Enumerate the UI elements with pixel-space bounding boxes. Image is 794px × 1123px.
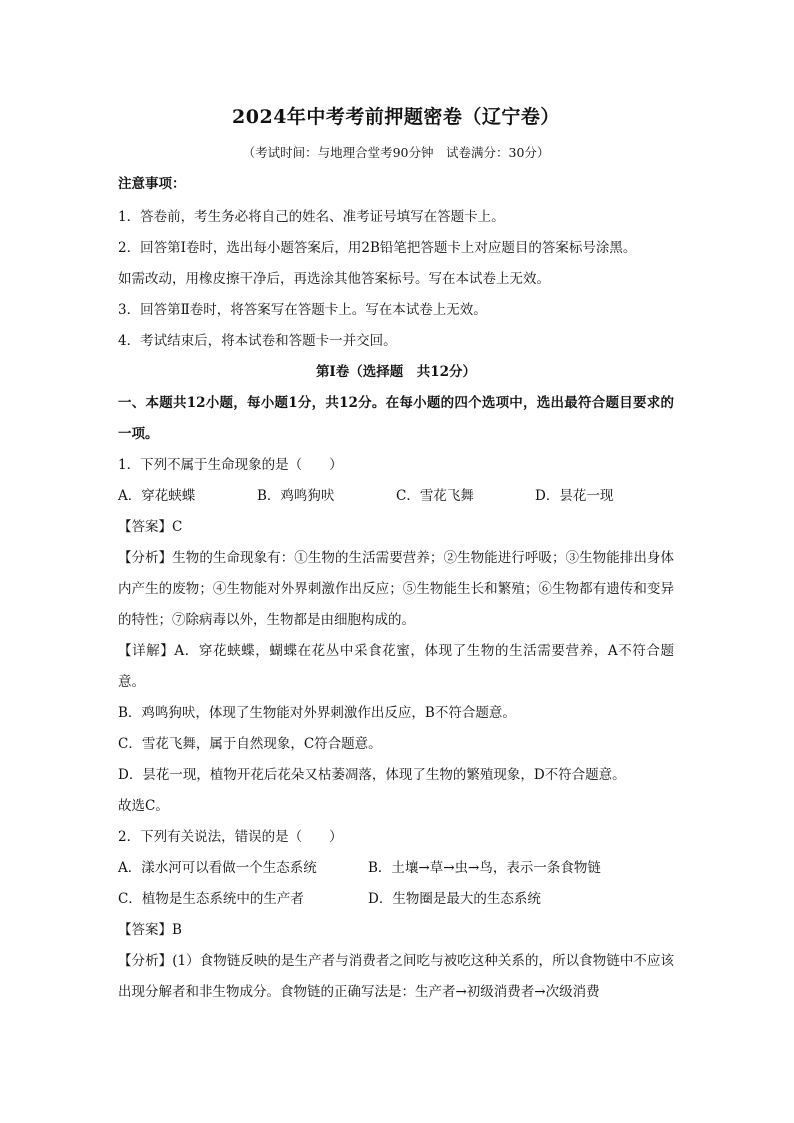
question-2-stem: 2．下列有关说法，错误的是（ ） (118, 829, 343, 845)
option-d: D．生物圈是最大的生态系统 (368, 891, 541, 907)
section-heading: 第Ⅰ卷（选择题 共12分） (315, 364, 477, 380)
question-1-detail-line: B．鸡鸣狗吠，体现了生物能对外界刺激作出反应，B不符合题意。 (118, 705, 516, 721)
option-b: B．鸡鸣狗吠 (257, 488, 335, 504)
note-item: 2．回答第Ⅰ卷时，选出每小题答案后，用2B铅笔把答题卡上对应题目的答案标号涂黑。 (118, 240, 637, 256)
question-1-conclusion: 故选C。 (118, 798, 169, 814)
option-a: A．漾水河可以看做一个生态系统 (118, 860, 317, 876)
question-1-answer: 【答案】C (118, 519, 183, 535)
question-1-detail: 【详解】A．穿花蛱蝶，蝴蝶在花丛中采食花蜜，体现了生物的生活需要营养，A不符合题意。 (118, 643, 674, 690)
question-2-options-row-1 (118, 853, 674, 884)
question-1-analysis: 【分析】生物的生命现象有：①生物的生活需要营养；②生物能进行呼吸；③生物能排出身体内产生的废物；④生物能对外界刺激作出反应；⑤生物能生长和繁殖；⑥生物都有遗传和变异的特性；⑦除病毒以外，生物都是由细胞构成的。 (118, 550, 674, 628)
notes-heading: 注意事项： (118, 176, 186, 192)
note-item: 如需改动，用橡皮擦干净后，再选涂其他答案标号。写在本试卷上无效。 (118, 271, 550, 287)
option-c: C．植物是生态系统中的生产者 (118, 891, 304, 907)
question-2-answer: 【答案】B (118, 922, 182, 938)
question-2-options-row-2 (118, 884, 674, 915)
option-d: D．昙花一现 (535, 488, 614, 504)
option-c: C．雪花飞舞 (396, 488, 474, 504)
page-title: 2024年中考考前押题密卷（辽宁卷） (232, 106, 560, 128)
section-instruction: 一、本题共12小题，每小题1分，共12分。在每小题的四个选项中，选出最符合题目要求的一项。 (118, 395, 674, 442)
note-item: 1．答卷前，考生务必将自己的姓名、准考证号填写在答题卡上。 (118, 209, 505, 225)
exam-info: （考试时间：与地理合堂考90分钟 试卷满分：30分） (242, 145, 550, 160)
question-1-stem: 1．下列不属于生命现象的是（ ） (118, 457, 343, 473)
option-a: A．穿花蛱蝶 (118, 488, 196, 504)
question-1-detail-line: C．雪花飞舞，属于自然现象，C符合题意。 (118, 736, 382, 752)
question-1-detail-line: D．昙花一现，植物开花后花朵又枯萎凋落，体现了生物的繁殖现象，D不符合题意。 (118, 767, 626, 783)
note-item: 4．考试结束后，将本试卷和答题卡一并交回。 (118, 333, 397, 349)
note-item: 3．回答第Ⅱ卷时，将答案写在答题卡上。写在本试卷上无效。 (118, 302, 487, 318)
question-1-options (118, 481, 674, 512)
option-b: B．土壤→草→虫→鸟，表示一条食物链 (368, 860, 601, 876)
question-2-analysis: 【分析】(1）食物链反映的是生产者与消费者之间吃与被吃这种关系的，所以食物链中不应该出现分解者和非生物成分。食物链的正确写法是：生产者→初级消费者→次级消费 (118, 953, 674, 1000)
